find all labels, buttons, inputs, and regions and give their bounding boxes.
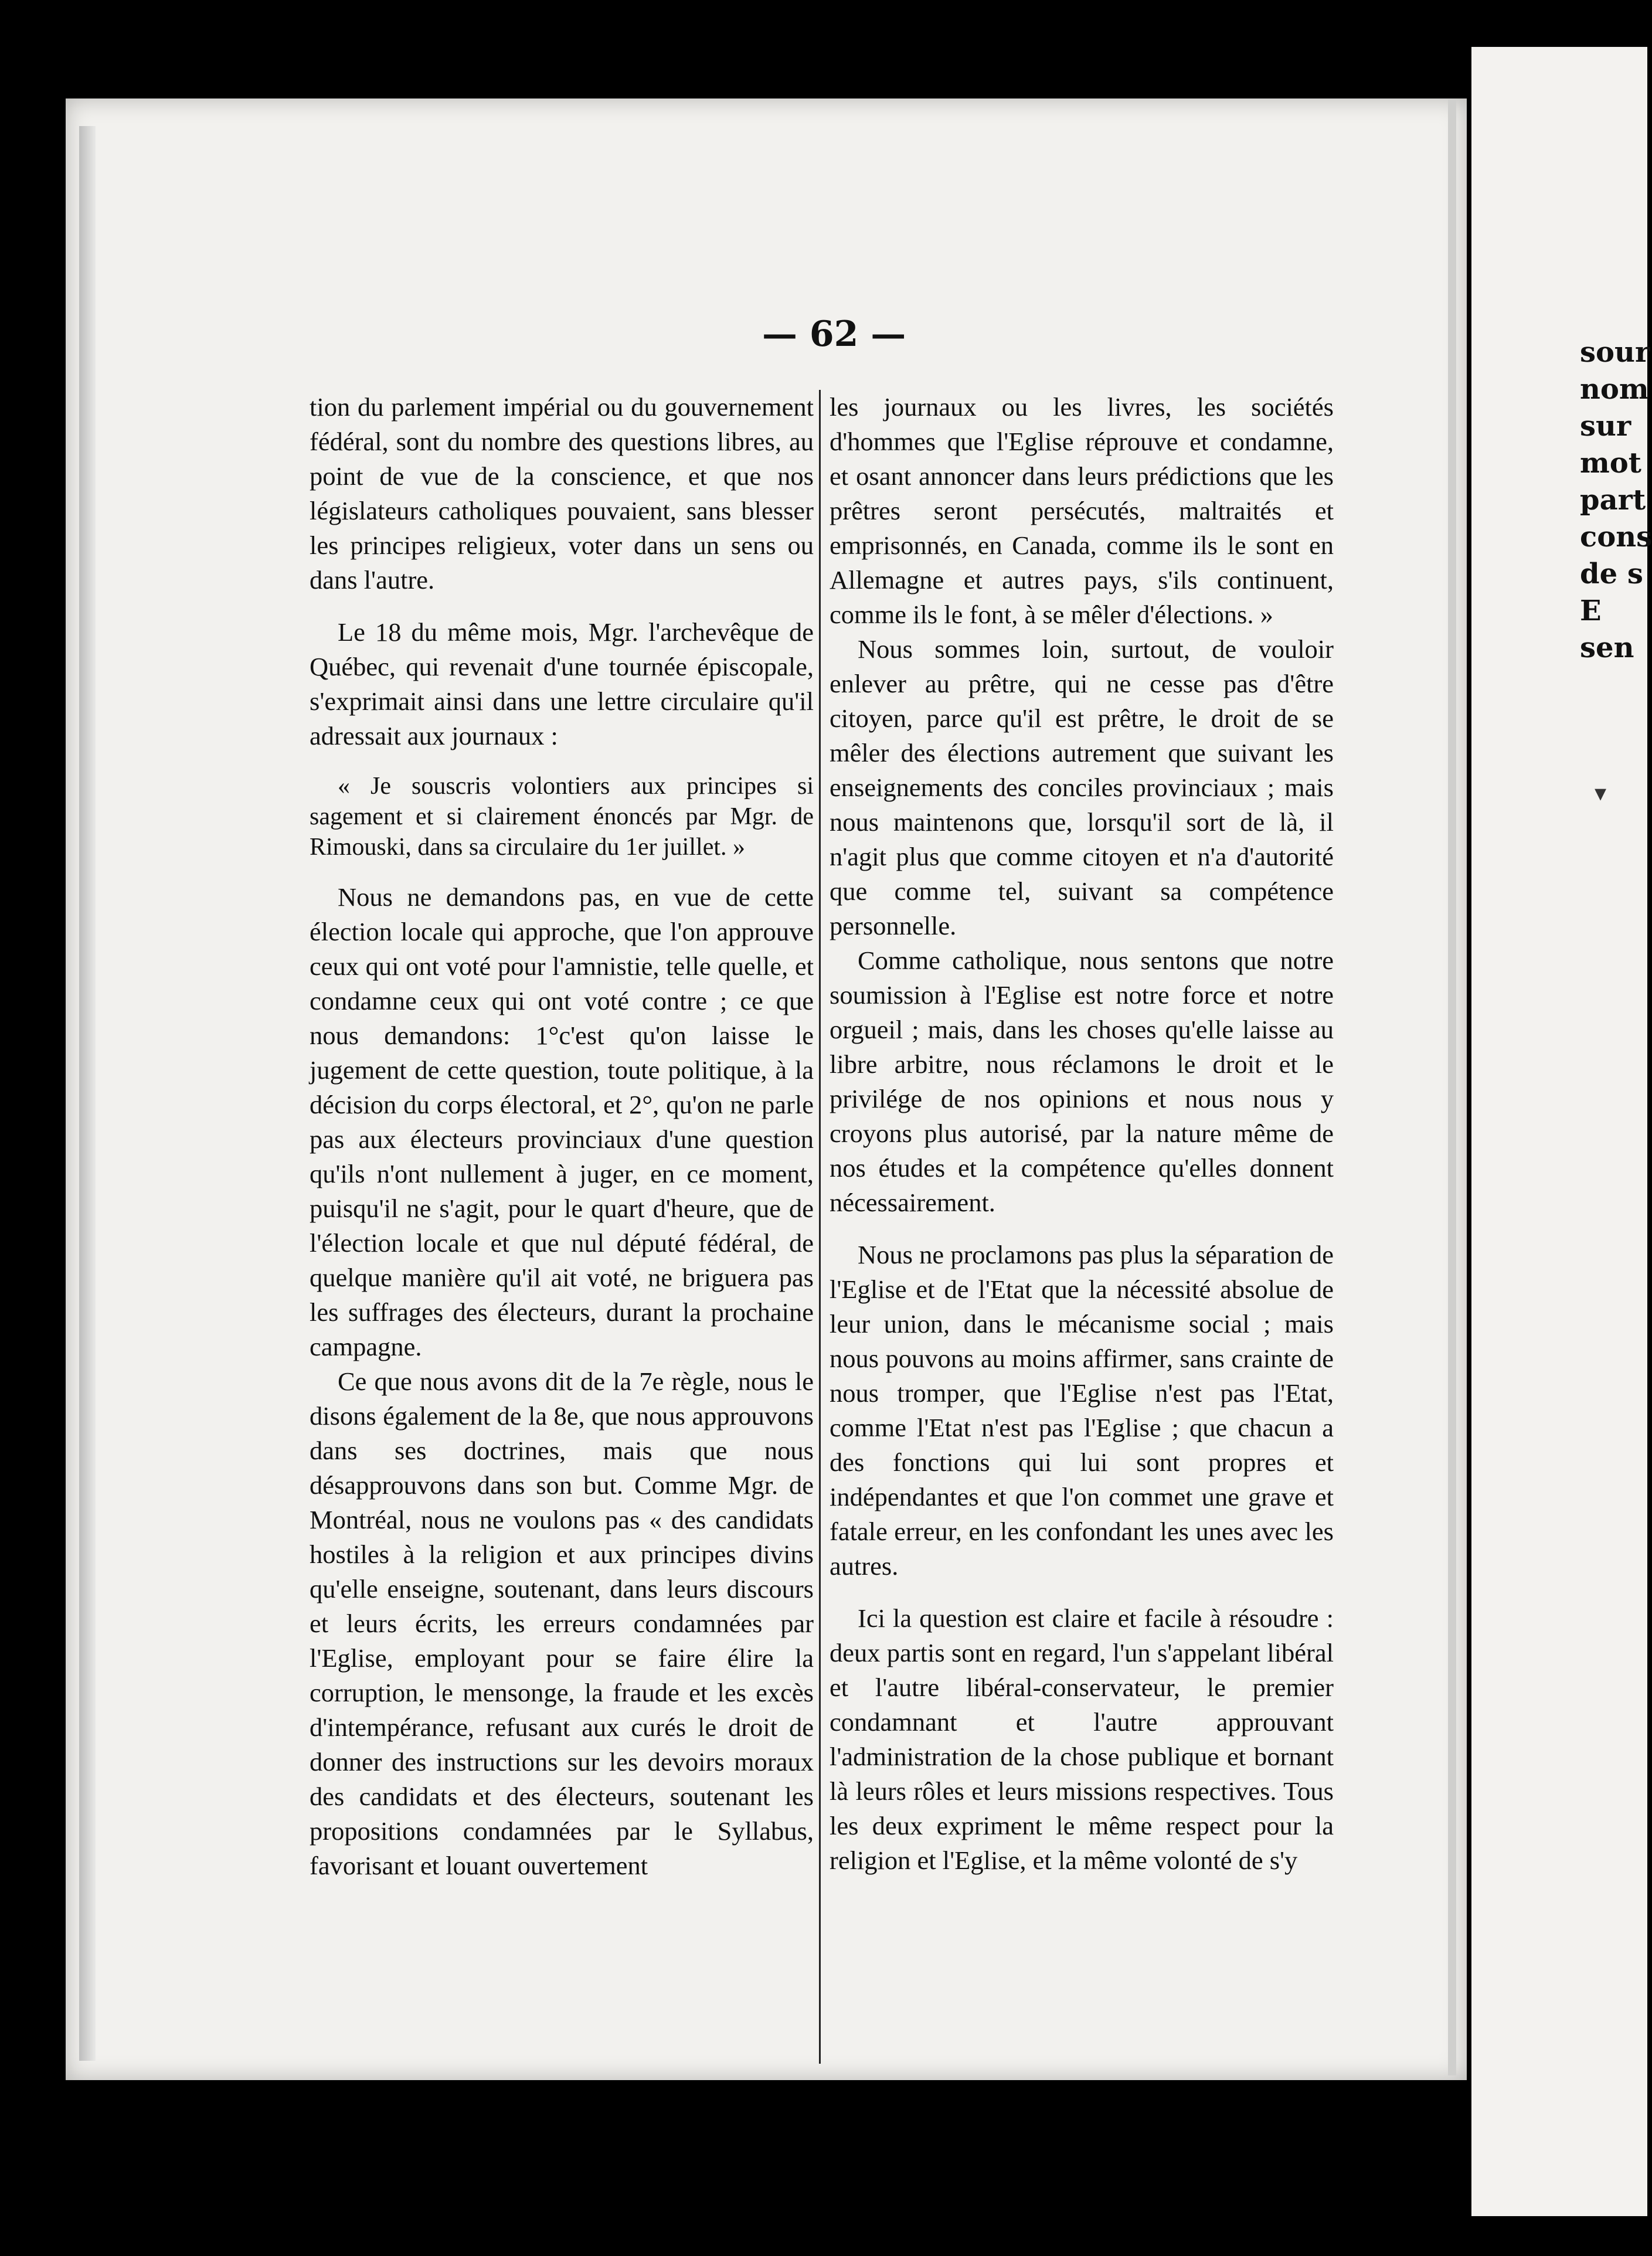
left-column: [310, 390, 814, 1883]
paragraph: Nous ne proclamons pas plus la séparation de l'Eglise et de l'Etat que la nécessité absolue de leur union, dans le mécanisme social ; mais nous pouvons au moins affirmer, sans crainte de nous tromper, que l'Eglise n'est pas l'Etat, comme l'Etat n'est pas l'Eglise ; que chacun a des fonctions qui lui sont propres et indépendantes et que l'on commet une grave et fatale erreur, en les confondant les unes avec les autres.: [830, 1240, 1334, 1581]
paragraph: Nous ne demandons pas, en vue de cette élection locale qui approche, que l'on approuve ceux qui ont voté pour l'amnistie, telle quelle, et condamne ceux qui ont voté contre ; ce que nous demandons: 1°c'est qu'on laisse le jugement de cette question, toute politique, à la décision du corps électoral, et 2°, qu'on ne parle pas aux électeurs provinciaux d'une question qu'ils n'ont nullement à juger, en ce moment, puisqu'il ne s'agit, pour le quart d'heure, que de l'élection locale et que nul député fédéral, de quelque manière qu'il ait voté, ne briguera pas les suffrages des électeurs, durant la prochaine campagne.: [310, 882, 814, 1361]
ink-mark: ▾: [1595, 780, 1607, 807]
fragment-line: sour: [1580, 336, 1650, 369]
paragraph: Nous sommes loin, surtout, de vouloir enlever au prêtre, qui ne cesse pas d'être citoyen, parce qu'il est prêtre, le droit de se mêler des élections autrement que suivant les enseignements des conciles provinciaux ; mais nous maintenons que, lorsqu'il sort de là, il n'agit plus que comme citoyen et n'a d'autorité que comme tel, suivant sa compétence personnelle.: [830, 634, 1334, 940]
fragment-line: part: [1580, 484, 1646, 517]
paragraph: Ce que nous avons dit de la 7e règle, nous le disons également de la 8e, que nous approuvons dans ses doctrines, mais que nous désapprouvons dans son but. Comme Mgr. de Montréal, nous ne voulons pas « des candidats hostiles à la religion et aux principes divins qu'elle enseigne, soutenant, dans leurs discours et leurs écrits, les erreurs condamnées par l'Eglise, employant pour se faire élire la corruption, le mensonge, la fraude et les excès d'intempérance, refusant aux curés le droit de donner des instructions sur les devoirs moraux des candidats et des électeurs, soutenant les propositions condamnées par le Syllabus, favorisant et louant ouvertement: [310, 1367, 814, 1880]
paragraph: tion du parlement impérial ou du gouvernement fédéral, sont du nombre des questions libres, au point de vue de la conscience, et que nos législateurs catholiques pouvaient, sans blesser les principes religieux, voter dans un sens ou dans l'autre.: [310, 392, 814, 594]
paragraph: les journaux ou les livres, les sociétés d'hommes que l'Eglise réprouve et condamne, et osant annoncer dans leurs prédictions que les prêtres seront persécutés, maltraités et emprisonnés, en Canada, comme ils le sont en Allemagne et autres pays, s'ils continuent, comme ils le font, à se mêler d'élections. »: [830, 392, 1334, 629]
quote-paragraph: « Je souscris volontiers aux principes si sagement et si clairement énoncés par Mgr. de Rimouski, dans sa circulaire du 1er juillet. »: [310, 773, 814, 861]
paragraph: Ici la question est claire et facile à résoudre : deux partis sont en regard, l'un s'appelant libéral et l'autre libéral-conservateur, le premier condamnant et l'autre approuvant l'administration de la chose publique et bornant là leurs rôles et leurs missions respectives. Tous les deux expriment le même respect pour la religion et l'Eglise, et la même volonté de s'y: [830, 1603, 1334, 1875]
paragraph: Le 18 du même mois, Mgr. l'archevêque de Québec, qui revenait d'une tournée épiscopale, s'exprimait ainsi dans une lettre circulaire qu'il adressait aux journaux :: [310, 617, 814, 750]
fragment-line: E: [1580, 594, 1602, 627]
fragment-line: de s: [1580, 558, 1643, 590]
facing-page-fragments: [1580, 334, 1652, 667]
fragment-line: sen: [1580, 631, 1634, 664]
fold-line: [1448, 100, 1456, 2075]
fragment-line: nom: [1580, 373, 1649, 406]
facing-page: [1471, 47, 1652, 2216]
right-column: [830, 390, 1334, 1878]
page-edge: [79, 126, 96, 2061]
paragraph: Comme catholique, nous sentons que notre soumission à l'Eglise est notre force et notre orgueil ; mais, dans les choses qu'elle laisse au libre arbitre, nous réclamons le droit et le privilége de nos opinions et nous nous y croyons plus autorisé, par la nature même de nos études et la compétence qu'elles donnent nécessairement.: [830, 946, 1334, 1217]
fragment-line: mot: [1580, 447, 1641, 480]
page-number: — 62 —: [762, 314, 906, 355]
column-divider: [819, 390, 821, 2064]
fragment-line: cons: [1580, 521, 1652, 553]
fragment-line: sur: [1580, 410, 1631, 443]
